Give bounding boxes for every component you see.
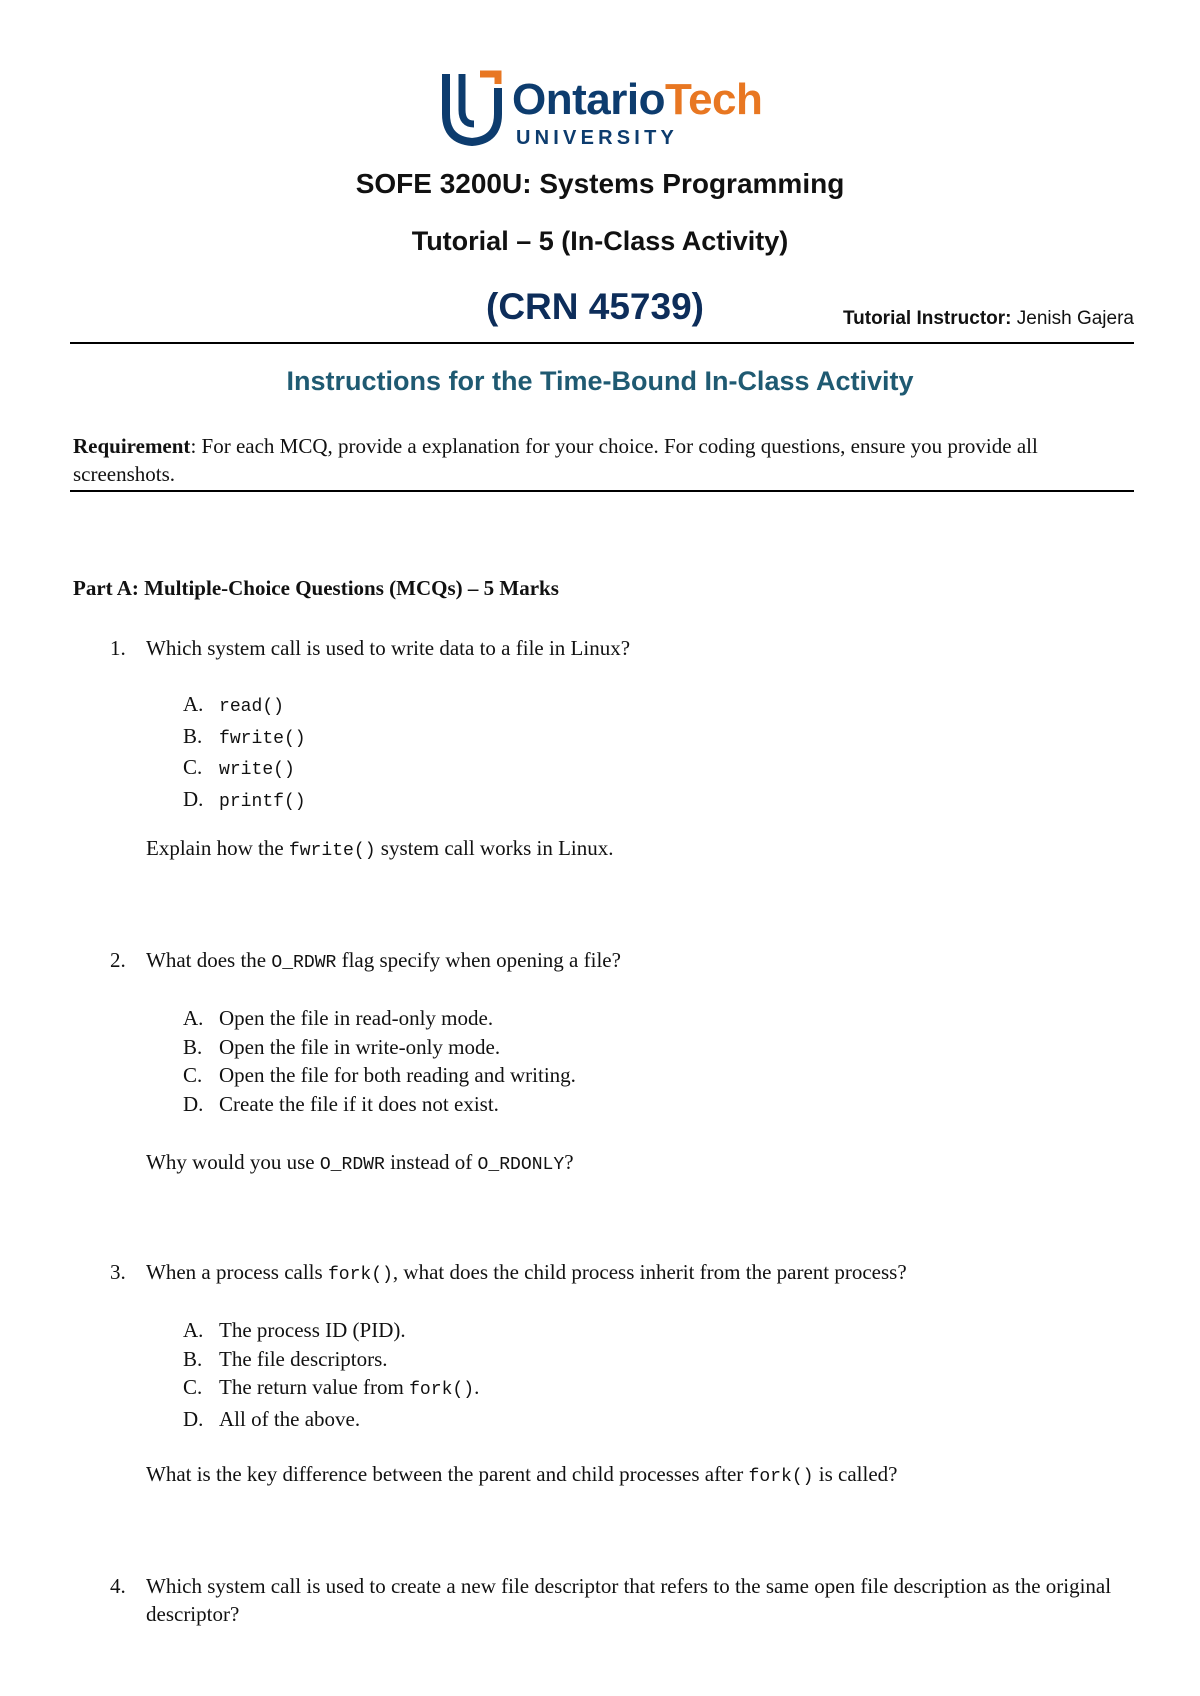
question-text: When a process calls fork(), what does the child process inherit from the parent process? — [146, 1260, 907, 1285]
logo-word-ontario: Ontario — [512, 75, 665, 124]
logo-word-tech: Tech — [664, 75, 763, 124]
instructor-name: Jenish Gajera — [1016, 308, 1134, 329]
option-c: C. The return value from fork(). — [183, 1375, 480, 1400]
instructions-heading: Instructions for the Time-Bound In-Class Activity — [286, 366, 914, 396]
option-d: D. printf() — [183, 786, 306, 812]
question-number: 3. — [110, 1260, 126, 1284]
option-d: D. All of the above. — [183, 1406, 361, 1431]
crn-label: (CRN 45739) — [486, 286, 704, 327]
question-number: 4. — [110, 1574, 126, 1598]
option-a: A. Open the file in read-only mode. — [183, 1006, 494, 1030]
question-number: 2. — [110, 948, 126, 972]
question-text: Which system call is used to write data to a file in Linux? — [146, 636, 631, 660]
question-text: What does the O_RDWR flag specify when opening a file? — [146, 948, 621, 973]
question-text: Which system call is used to create a new file descriptor that refers to the same open file description as the original descriptor? — [146, 1574, 1112, 1626]
option-d: D. Create the file if it does not exist. — [183, 1091, 499, 1116]
option-a: A. read() — [183, 692, 284, 717]
question-3-followup: What is the key difference between the parent and child processes after fork() is called? — [146, 1462, 898, 1487]
part-a-title: Part A: Multiple-Choice Questions (MCQs) – 5 Marks — [73, 576, 559, 600]
instructions-divider — [70, 490, 1134, 492]
logo-university: UNIVERSITY — [516, 127, 679, 149]
question-number: 1. — [110, 636, 126, 660]
requirement-label: Requirement — [73, 434, 191, 458]
option-b: B. The file descriptors. — [183, 1346, 388, 1371]
instructor-label: Tutorial Instructor: — [842, 308, 1012, 329]
question-1-followup: Explain how the fwrite() system call works in Linux. — [146, 836, 614, 861]
question-1-options — [183, 690, 306, 816]
course-title: SOFE 3200U: Systems Programming — [355, 168, 845, 199]
ontario-tech-logo — [440, 70, 780, 150]
shield-logo-icon — [440, 70, 504, 146]
requirement-text: : For each MCQ, provide a explanation for your choice. For coding questions, ensure you provide all screenshots. — [73, 434, 1038, 486]
option-c: C. Open the file for both reading and writing. — [183, 1063, 576, 1087]
option-b: B. fwrite() — [183, 723, 306, 749]
option-c: C. write() — [183, 755, 295, 780]
question-2-options — [183, 1004, 576, 1118]
tutorial-title: Tutorial – 5 (In-Class Activity) — [411, 226, 789, 256]
option-a: A. The process ID (PID). — [183, 1318, 406, 1342]
question-3-options — [183, 1316, 479, 1433]
option-b: B. Open the file in write-only mode. — [183, 1034, 501, 1059]
instructor-line — [843, 308, 1134, 330]
logo-wordmark — [512, 74, 762, 126]
top-divider — [70, 342, 1134, 344]
question-2-followup: Why would you use O_RDWR instead of O_RDONLY? — [146, 1150, 574, 1175]
requirement-paragraph — [73, 432, 1123, 488]
